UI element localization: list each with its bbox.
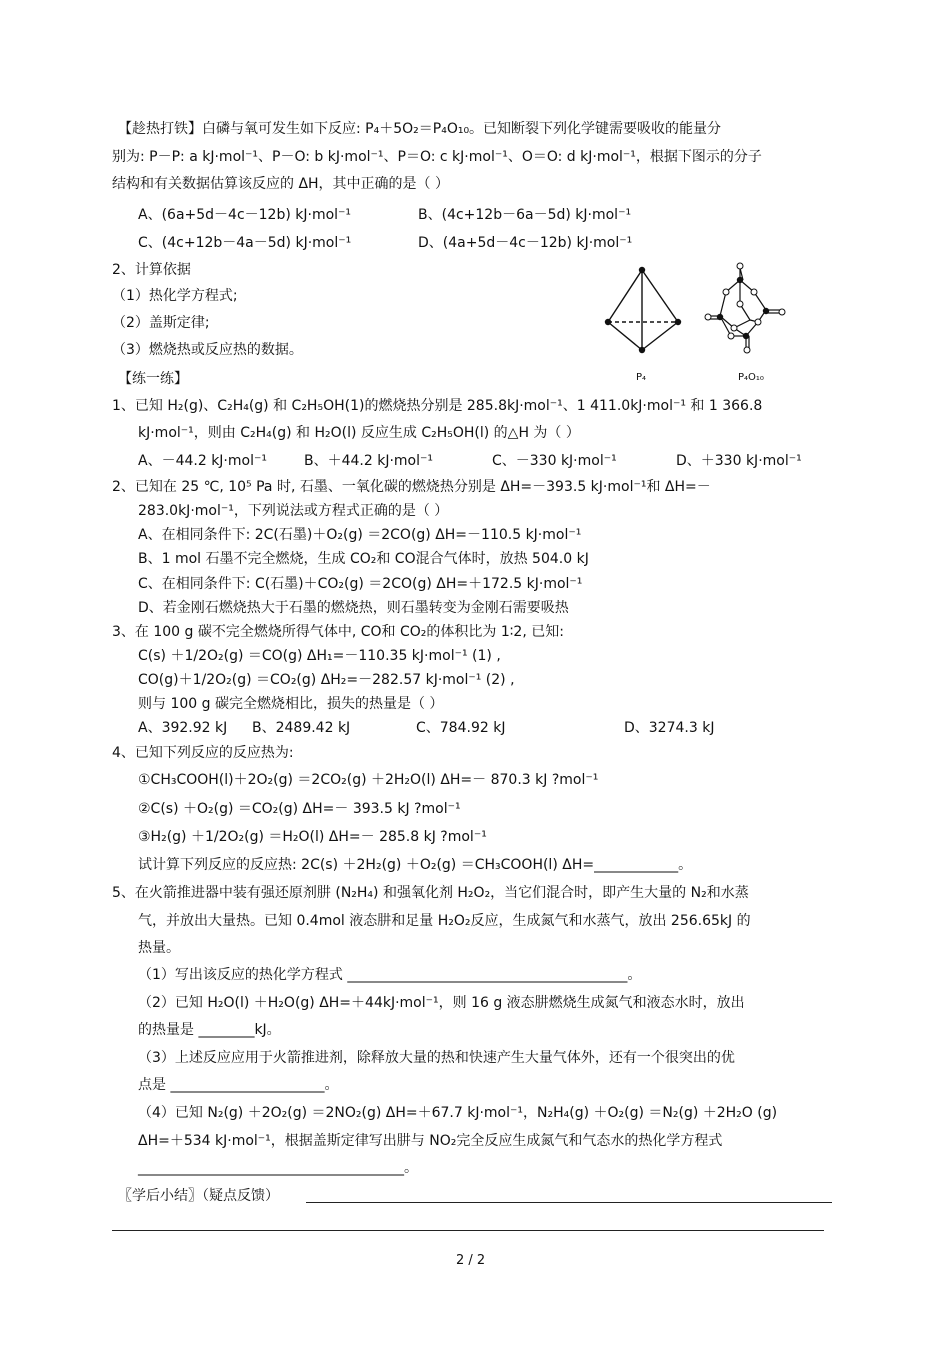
intro-option-b: B、(4c+12b－6a－5d) kJ·mol⁻¹ [418,207,632,223]
q1-option-a: A、－44.2 kJ·mol⁻¹ [138,453,267,469]
basis-item-3: （3）燃烧热或反应热的数据。 [112,342,303,358]
q3-option-d: D、3274.3 kJ [624,720,715,736]
basis-title: 2、计算依据 [112,262,191,278]
q4-question: 试计算下列反应的反应热: 2C(s) ＋2H₂(g) ＋O₂(g) ＝CH₃COOH(l) ΔH=____________。 [138,857,693,873]
q3-option-b: B、2489.42 kJ [252,720,351,736]
q3-option-a: A、392.92 kJ [138,720,228,736]
q2-line-2: 283.0kJ·mol⁻¹，下列说法或方程式正确的是（ ） [138,503,449,519]
q4-reaction-3: ③H₂(g) ＋1/2O₂(g) ＝H₂O(l) ΔH=－ 285.8 kJ ?mol⁻¹ [138,829,487,845]
q1-option-b: B、＋44.2 kJ·mol⁻¹ [304,453,434,469]
q5-sub-2-line-1: （2）已知 H₂O(l) ＋H₂O(g) ΔH=＋44kJ·mol⁻¹，则 16 g 液态肼燃烧生成氮气和液态水时，放出 [138,995,745,1011]
q5-sub-2-line-2: 的热量是 ________kJ。 [138,1022,281,1038]
q2-option-b: B、1 mol 石墨不完全燃烧，生成 CO₂和 CO混合气体时，放热 504.0 kJ [138,551,589,567]
q5-sub-3-line-2: 点是 ______________________。 [138,1077,339,1093]
q3-line-1: 3、在 100 g 碳不完全燃烧所得气体中, CO和 CO₂的体积比为 1∶2, 已知: [112,624,564,640]
q5-sub-3-line-1: （3）上述反应应用于火箭推进剂，除释放大量的热和快速产生大量气体外，还有一个很突出的优 [138,1050,735,1066]
q3-line-2: C(s) ＋1/2O₂(g) ＝CO(g) ΔH₁=－110.35 kJ·mol⁻¹ (1) , [138,648,501,664]
q5-sub-4-line-3: ______________________________________。 [138,1160,418,1176]
q5-sub-1: （1）写出该反应的热化学方程式 ________________________________________。 [138,967,642,983]
q2-option-c: C、在相同条件下: C(石墨)＋CO₂(g) ＝2CO(g) ΔH=＋172.5 kJ·mol⁻¹ [138,576,583,592]
summary-label: 〖学后小结〗（疑点反馈） [118,1188,279,1204]
q2-line-1: 2、已知在 25 ℃, 10⁵ Pa 时, 石墨、一氧化碳的燃烧热分别是 ΔH=－393.5 kJ·mol⁻¹和 ΔH=－ [112,479,711,495]
intro-option-a: A、(6a+5d－4c－12b) kJ·mol⁻¹ [138,207,352,223]
q4-reaction-2: ②C(s) ＋O₂(g) ＝CO₂(g) ΔH=－ 393.5 kJ ?mol⁻¹ [138,801,461,817]
q5-line-1: 5、在火箭推进器中装有强还原剂肼 (N₂H₄) 和强氧化剂 H₂O₂，当它们混合时，即产生大量的 N₂和水蒸 [112,885,749,901]
p4-label: P₄ [636,372,647,383]
q1-option-c: C、－330 kJ·mol⁻¹ [492,453,617,469]
q4-reaction-1: ①CH₃COOH(l)＋2O₂(g) ＝2CO₂(g) ＋2H₂O(l) ΔH=－ 870.3 kJ ?mol⁻¹ [138,772,599,788]
q5-line-3: 热量。 [138,940,180,956]
q1-line-1: 1、已知 H₂(g)、C₂H₄(g) 和 C₂H₅OH(1)的燃烧热分别是 285.8kJ·mol⁻¹、1 411.0kJ·mol⁻¹ 和 1 366.8 [112,398,763,414]
molecule-structure-figure [598,258,798,388]
p4o10-label: P₄O₁₀ [738,372,764,383]
q5-sub-4-line-1: （4）已知 N₂(g) ＋2O₂(g) ＝2NO₂(g) ΔH=＋67.7 kJ·mol⁻¹，N₂H₄(g) ＋O₂(g) ＝N₂(g) ＋2H₂O (g) [138,1105,778,1121]
page-divider [112,1230,824,1231]
q2-option-d: D、若金刚石燃烧热大于石墨的燃烧热，则石墨转变为金刚石需要吸热 [138,600,569,616]
q2-option-a: A、在相同条件下: 2C(石墨)＋O₂(g) ＝2CO(g) ΔH=－110.5 kJ·mol⁻¹ [138,527,582,543]
intro-option-c: C、(4c+12b－4a－5d) kJ·mol⁻¹ [138,235,352,251]
q5-sub-4-line-2: ΔH=＋534 kJ·mol⁻¹，根据盖斯定律写出肼与 NO₂完全反应生成氮气和气态水的热化学方程式 [138,1133,723,1149]
q3-line-3: CO(g)＋1/2O₂(g) ＝CO₂(g) ΔH₂=－282.57 kJ·mol⁻¹ (2) , [138,672,515,688]
q1-option-d: D、＋330 kJ·mol⁻¹ [676,453,802,469]
q3-line-4: 则与 100 g 碳完全燃烧相比，损失的热量是（ ） [138,696,444,712]
q5-line-2: 气，并放出大量热。已知 0.4mol 液态肼和足量 H₂O₂反应，生成氮气和水蒸气，放出 256.65kJ 的 [138,913,751,929]
intro-line-1: 【趁热打铁】白磷与氧可发生如下反应: P₄＋5O₂＝P₄O₁₀。已知断裂下列化学键需要吸收的能量分 [118,121,722,137]
intro-line-3: 结构和有关数据估算该反应的 ΔH，其中正确的是（ ） [112,176,450,192]
q4-line-1: 4、已知下列反应的反应热为: [112,745,294,761]
q1-line-2: kJ·mol⁻¹，则由 C₂H₄(g) 和 H₂O(l) 反应生成 C₂H₅OH(l) 的△H 为（ ） [138,425,580,441]
page-number: 2 / 2 [456,1253,486,1268]
q3-option-c: C、784.92 kJ [416,720,506,736]
intro-line-2: 别为: P－P: a kJ·mol⁻¹、P－O: b kJ·mol⁻¹、P＝O: c kJ·mol⁻¹、O＝O: d kJ·mol⁻¹，根据下图示的分子 [112,149,762,165]
summary-answer-line[interactable] [306,1202,832,1203]
basis-item-2: （2）盖斯定律; [112,315,210,331]
basis-item-1: （1）热化学方程式; [112,288,238,304]
practice-title: 【练一练】 [118,371,188,387]
p4o10-oxygen-atoms [705,263,785,353]
intro-option-d: D、(4a+5d－4c－12b) kJ·mol⁻¹ [418,235,633,251]
p4-tetrahedron-diagram [608,270,678,350]
